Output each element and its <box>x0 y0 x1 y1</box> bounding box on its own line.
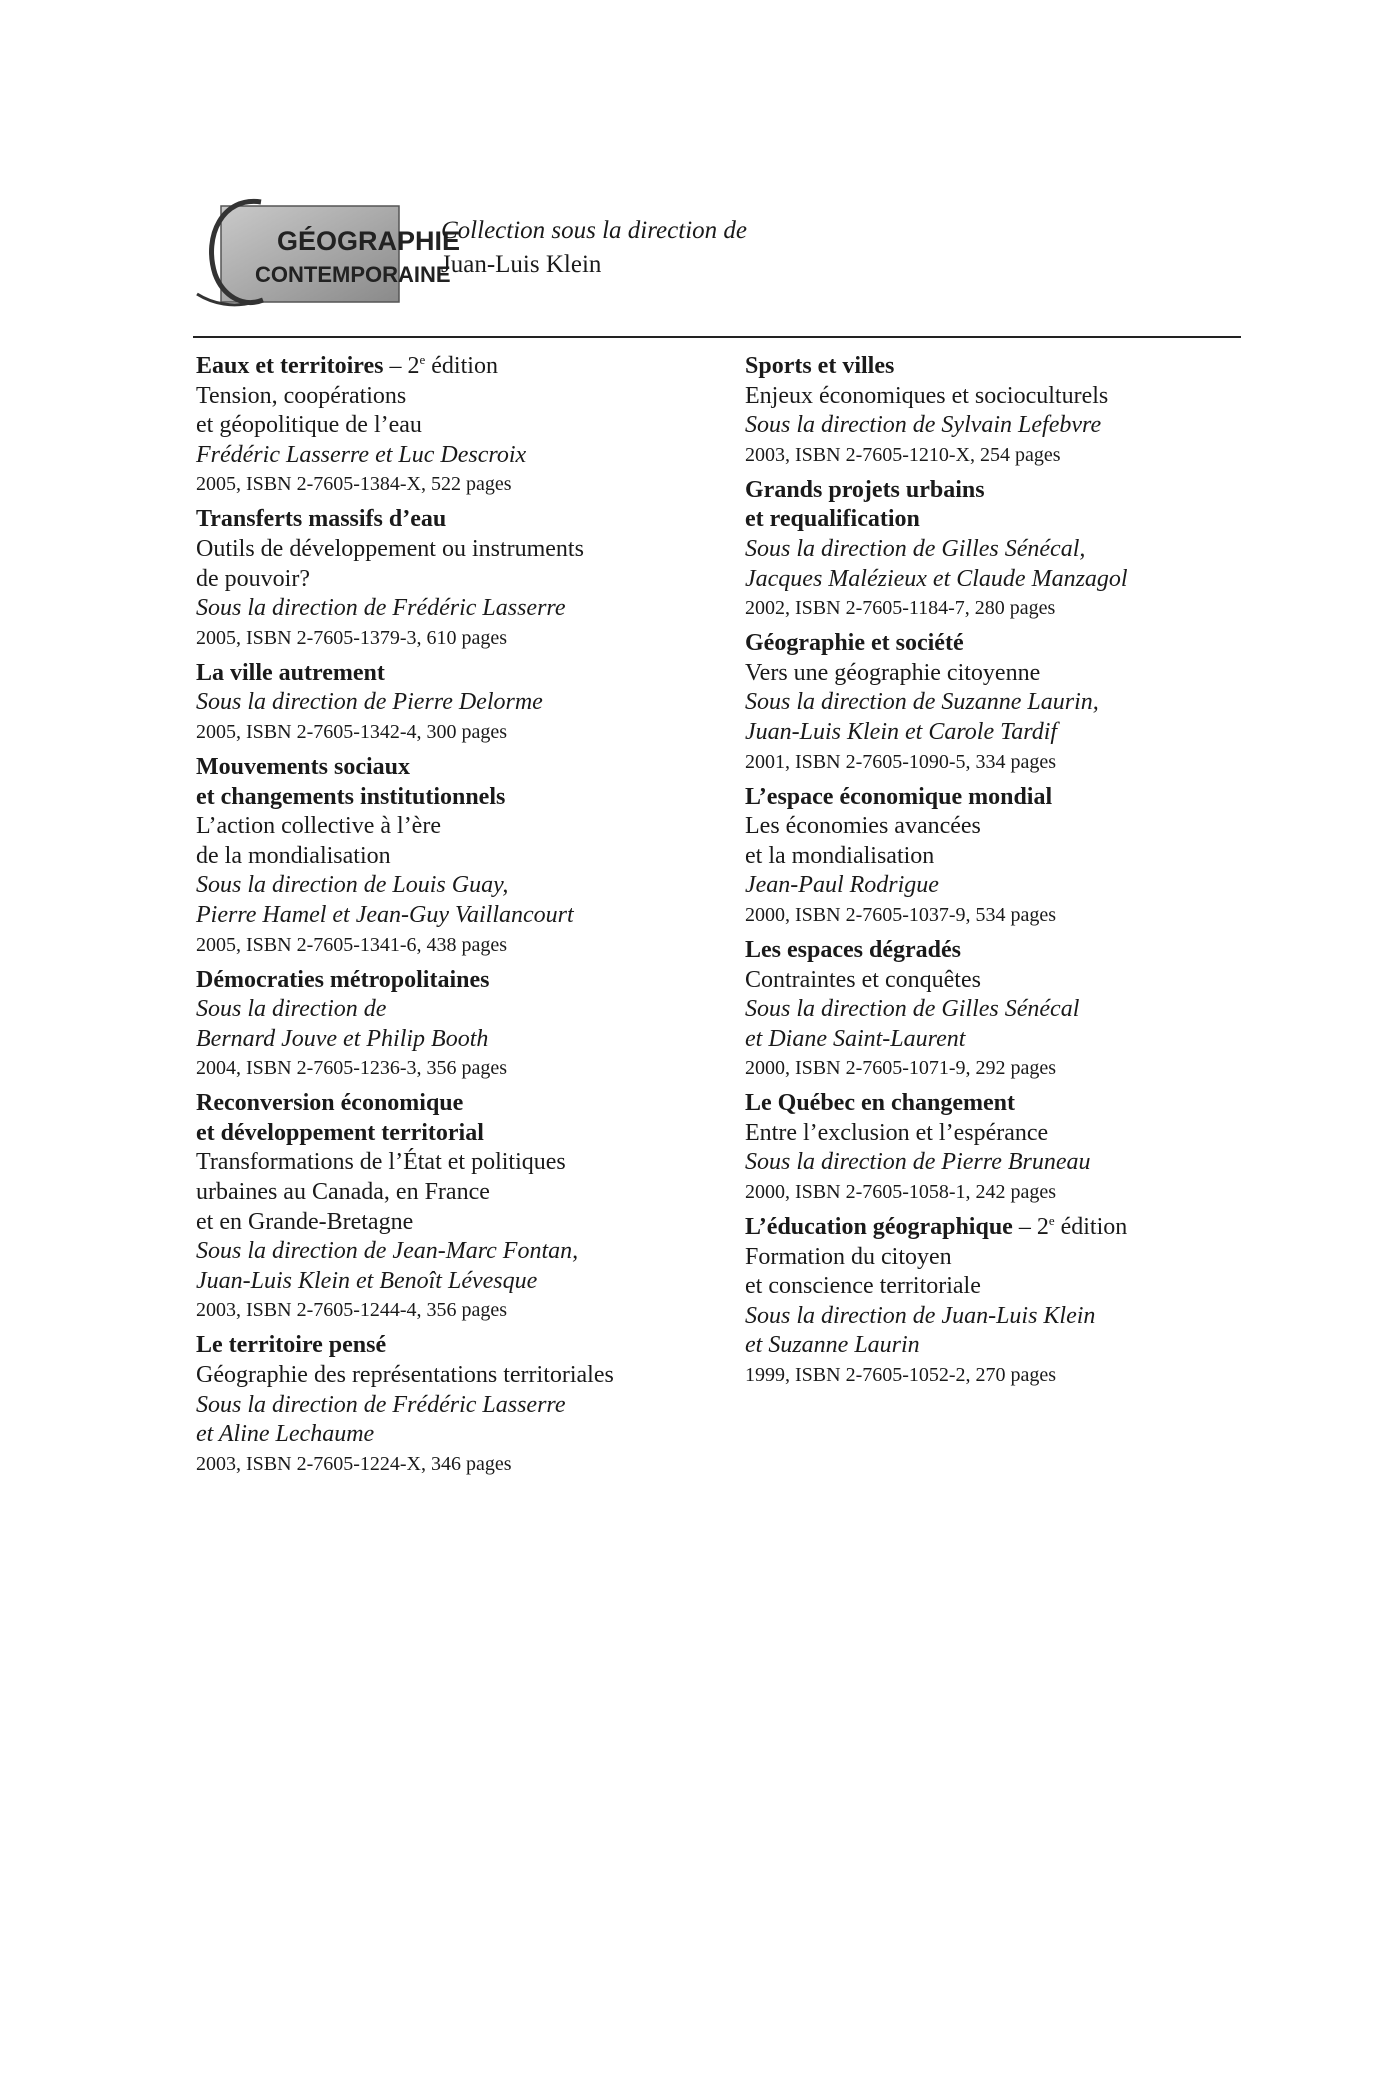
book-authors: Bernard Jouve et Philip Booth <box>196 1025 489 1052</box>
book-title-line <box>745 1213 1265 1243</box>
book-subtitle: et conscience territoriale <box>745 1273 981 1300</box>
book-entry <box>196 1089 716 1324</box>
book-publication-info: 2004, ISBN 2-7605-1236-3, 356 pages <box>196 1057 508 1080</box>
book-title: et changements institutionnels <box>196 783 506 810</box>
edition-number: 2 <box>1036 1214 1049 1241</box>
book-title-line <box>196 783 716 813</box>
book-authors: Sous la direction de Frédéric Lasserre <box>196 595 566 622</box>
svg-text:GÉOGRAPHIE: GÉOGRAPHIE <box>277 226 461 256</box>
book-authors: Sous la direction de <box>196 996 387 1023</box>
book-title: L’éducation géographique <box>745 1214 1013 1241</box>
book-title: La ville autrement <box>196 659 385 686</box>
book-entry <box>196 753 716 959</box>
book-title-line <box>745 1089 1265 1119</box>
book-subtitle: Outils de développement ou instruments <box>196 535 584 562</box>
book-subtitle: L’action collective à l’ère <box>196 813 441 840</box>
book-publication-info: 2003, ISBN 2-7605-1244-4, 356 pages <box>196 1299 508 1322</box>
book-entry <box>745 352 1265 469</box>
book-title-line <box>196 1119 716 1149</box>
book-subtitle: Entre l’exclusion et l’espérance <box>745 1119 1049 1146</box>
book-publication-info: 2005, ISBN 2-7605-1384-X, 522 pages <box>196 473 512 496</box>
book-title: et développement territorial <box>196 1119 484 1146</box>
book-title: et requalification <box>745 506 920 533</box>
book-subtitle: Tension, coopérations <box>196 382 407 409</box>
svg-text:CONTEMPORAINE: CONTEMPORAINE <box>255 262 451 287</box>
book-edition <box>384 353 498 379</box>
book-subtitle: Les économies avancées <box>745 813 981 840</box>
book-title-line <box>196 505 716 535</box>
book-title-line <box>196 1331 716 1361</box>
book-authors: Sous la direction de Sylvain Lefebvre <box>745 412 1102 439</box>
book-subtitle: de la mondialisation <box>196 842 391 869</box>
book-entry <box>745 1213 1265 1389</box>
book-authors: Sous la direction de Suzanne Laurin, <box>745 689 1099 716</box>
book-title-line <box>745 352 1265 382</box>
geographie-contemporaine-logo <box>193 196 461 312</box>
book-publication-info: 2002, ISBN 2-7605-1184-7, 280 pages <box>745 597 1056 620</box>
book-subtitle: Enjeux économiques et socioculturels <box>745 382 1109 409</box>
book-list-left-column <box>196 352 716 1485</box>
collection-label: Collection sous la direction de <box>441 217 747 244</box>
book-title-line <box>745 629 1265 659</box>
book-authors: Pierre Hamel et Jean-Guy Vaillancourt <box>196 901 574 928</box>
book-subtitle: Vers une géographie citoyenne <box>745 659 1041 686</box>
book-title-line <box>196 753 716 783</box>
book-entry <box>745 936 1265 1082</box>
book-publication-info: 2003, ISBN 2-7605-1210-X, 254 pages <box>745 443 1061 466</box>
book-authors: Sous la direction de Pierre Delorme <box>196 689 543 716</box>
edition-dash: – <box>1012 1214 1037 1241</box>
book-list-right-column <box>745 352 1265 1396</box>
book-title: Démocraties métropolitaines <box>196 966 490 993</box>
book-subtitle: Transformations de l’État et politiques <box>196 1149 566 1176</box>
edition-superscript: e <box>419 352 426 367</box>
book-title: Eaux et territoires <box>196 353 384 379</box>
book-authors: Juan-Luis Klein et Carole Tardif <box>745 718 1058 745</box>
collection-header <box>193 196 1241 336</box>
book-title-line <box>745 505 1265 535</box>
book-subtitle: Contraintes et conquêtes <box>745 966 981 993</box>
header-rule <box>193 336 1241 338</box>
book-publication-info: 2005, ISBN 2-7605-1341-6, 438 pages <box>196 933 508 956</box>
book-authors: Frédéric Lasserre et Luc Descroix <box>196 441 527 468</box>
book-authors: Jacques Malézieux et Claude Manzagol <box>745 565 1128 592</box>
book-authors: et Diane Saint-Laurent <box>745 1025 966 1052</box>
book-subtitle: Géographie des représentations territoriales <box>196 1362 614 1389</box>
book-title: Les espaces dégradés <box>745 936 961 963</box>
book-title-line <box>745 783 1265 813</box>
book-title: Transferts massifs d’eau <box>196 506 447 533</box>
book-entry <box>196 1331 716 1477</box>
book-title-line <box>745 936 1265 966</box>
book-title-line <box>196 659 716 689</box>
book-entry <box>745 629 1265 775</box>
book-title: Le territoire pensé <box>196 1332 387 1359</box>
book-entry <box>745 1089 1265 1206</box>
book-authors: Sous la direction de Pierre Bruneau <box>745 1149 1091 1176</box>
book-publication-info: 2005, ISBN 2-7605-1342-4, 300 pages <box>196 720 508 743</box>
book-subtitle: urbaines au Canada, en France <box>196 1179 490 1206</box>
book-subtitle: Formation du citoyen <box>745 1243 952 1270</box>
book-title: Sports et villes <box>745 353 895 379</box>
book-publication-info: 1999, ISBN 2-7605-1052-2, 270 pages <box>745 1364 1057 1387</box>
book-publication-info: 2005, ISBN 2-7605-1379-3, 610 pages <box>196 626 508 649</box>
book-authors: Sous la direction de Louis Guay, <box>196 872 509 899</box>
book-entry <box>745 476 1265 622</box>
book-authors: Sous la direction de Gilles Sénécal <box>745 996 1080 1023</box>
book-publication-info: 2003, ISBN 2-7605-1224-X, 346 pages <box>196 1452 512 1475</box>
book-publication-info: 2000, ISBN 2-7605-1037-9, 534 pages <box>745 903 1057 926</box>
book-edition <box>1013 1214 1127 1240</box>
edition-number: 2 <box>407 353 420 379</box>
book-authors: Juan-Luis Klein et Benoît Lévesque <box>196 1267 538 1294</box>
book-title: L’espace économique mondial <box>745 783 1053 810</box>
book-title-line <box>745 476 1265 506</box>
collection-director: Juan-Luis Klein <box>441 251 602 278</box>
book-subtitle: et en Grande-Bretagne <box>196 1208 414 1235</box>
book-authors: Jean-Paul Rodrigue <box>745 872 939 899</box>
book-authors: Sous la direction de Jean-Marc Fontan, <box>196 1238 579 1265</box>
book-entry <box>196 659 716 746</box>
book-publication-info: 2000, ISBN 2-7605-1071-9, 292 pages <box>745 1057 1057 1080</box>
book-publication-info: 2000, ISBN 2-7605-1058-1, 242 pages <box>745 1181 1057 1204</box>
book-title: Le Québec en changement <box>745 1090 1015 1117</box>
book-authors: et Aline Lechaume <box>196 1421 375 1448</box>
book-entry <box>745 783 1265 929</box>
book-entry <box>196 352 716 498</box>
book-authors: Sous la direction de Juan-Luis Klein <box>745 1302 1096 1329</box>
book-entry <box>196 505 716 651</box>
edition-superscript: e <box>1048 1213 1055 1229</box>
book-authors: Sous la direction de Gilles Sénécal, <box>745 535 1086 562</box>
book-title: Géographie et société <box>745 630 964 657</box>
book-subtitle: et la mondialisation <box>745 842 935 869</box>
book-authors: et Suzanne Laurin <box>745 1332 920 1359</box>
collection-credit <box>441 214 747 282</box>
book-title: Mouvements sociaux <box>196 753 410 780</box>
edition-word: édition <box>425 353 498 379</box>
book-subtitle: et géopolitique de l’eau <box>196 412 422 439</box>
book-title-line <box>196 352 716 382</box>
book-publication-info: 2001, ISBN 2-7605-1090-5, 334 pages <box>745 750 1057 773</box>
edition-dash: – <box>383 353 408 379</box>
book-authors: Sous la direction de Frédéric Lasserre <box>196 1391 566 1418</box>
edition-word: édition <box>1054 1214 1128 1241</box>
book-subtitle: de pouvoir? <box>196 565 310 592</box>
book-title: Grands projets urbains <box>745 476 985 503</box>
book-title-line <box>196 966 716 996</box>
book-entry <box>196 966 716 1083</box>
book-title: Reconversion économique <box>196 1090 464 1117</box>
book-title-line <box>196 1089 716 1119</box>
